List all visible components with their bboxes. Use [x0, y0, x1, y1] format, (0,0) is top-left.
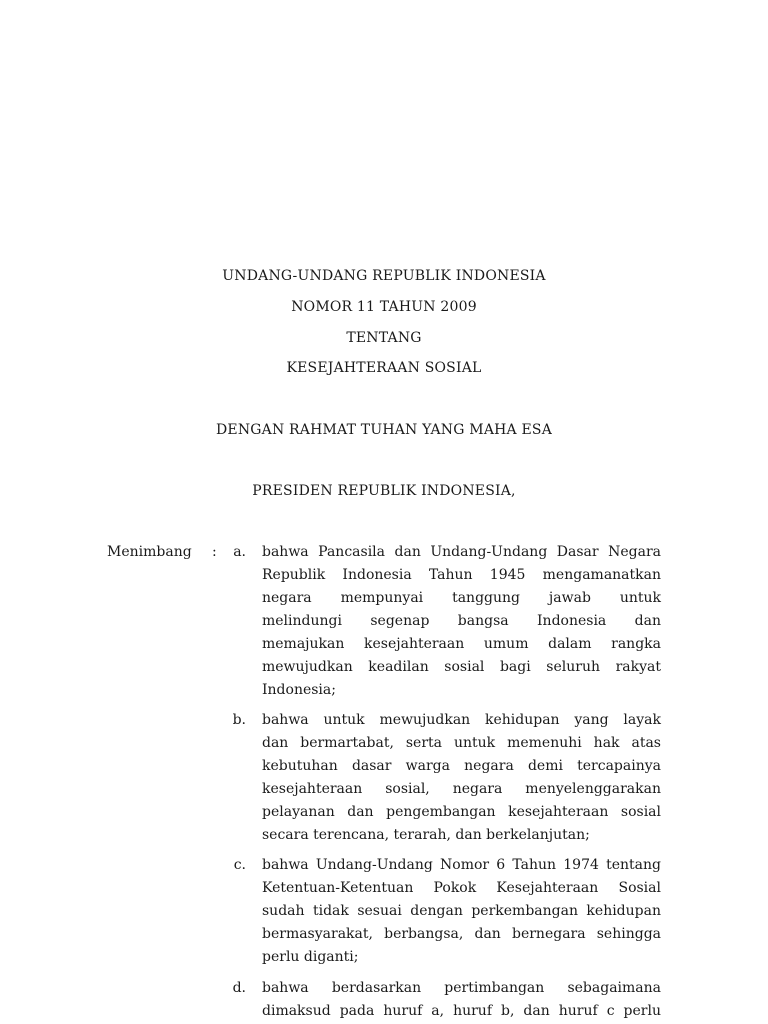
- item-letter: c.: [233, 857, 246, 873]
- text-line: bahwa Undang-Undang Nomor 6 Tahun 1974 tentang: [262, 857, 661, 873]
- item-text: [262, 709, 661, 847]
- text-line: memajukan kesejahteraan umum dalam rangka: [262, 636, 661, 652]
- invocation: DENGAN RAHMAT TUHAN YANG MAHA ESA: [215, 422, 553, 438]
- text-line: kebutuhan dasar warga negara demi tercapainya: [262, 758, 661, 774]
- text-line: pelayanan dan pengembangan kesejahteraan sosial: [262, 804, 661, 820]
- item-letter: b.: [232, 712, 246, 728]
- text-line: bahwa Pancasila dan Undang-Undang Dasar Negara: [262, 544, 661, 560]
- law-title: UNDANG-UNDANG REPUBLIK INDONESIA: [222, 268, 546, 284]
- law-subject: KESEJAHTERAAN SOSIAL: [286, 360, 482, 376]
- issuer: PRESIDEN REPUBLIK INDONESIA,: [252, 483, 516, 499]
- item-letter: a.: [233, 544, 246, 560]
- text-line: kesejahteraan sosial, negara menyelenggarakan: [262, 781, 661, 797]
- text-line: bahwa untuk mewujudkan kehidupan yang layak: [262, 712, 661, 728]
- considering-label: Menimbang: [107, 544, 192, 560]
- text-line: bahwa berdasarkan pertimbangan sebagaimana: [262, 980, 661, 996]
- item-letter: d.: [232, 980, 246, 996]
- law-tentang: TENTANG: [346, 330, 422, 346]
- text-line: Indonesia;: [262, 682, 336, 698]
- text-line: dimaksud pada huruf a, huruf b, dan huruf c perlu: [262, 1003, 661, 1019]
- text-line: negara mempunyai tanggung jawab untuk: [262, 590, 661, 606]
- text-line: Ketentuan-Ketentuan Pokok Kesejahteraan Sosial: [262, 880, 661, 896]
- text-line: Republik Indonesia Tahun 1945 mengamanatkan: [262, 567, 661, 583]
- text-line: dan bermartabat, serta untuk memenuhi hak atas: [262, 735, 661, 751]
- law-number: NOMOR 11 TAHUN 2009: [291, 299, 477, 315]
- text-line: melindungi segenap bangsa Indonesia dan: [262, 613, 661, 629]
- item-text: [262, 977, 661, 1023]
- text-line: bermasyarakat, berbangsa, dan bernegara sehingga: [262, 926, 661, 942]
- considering-colon: :: [212, 544, 217, 560]
- text-line: mewujudkan keadilan sosial bagi seluruh rakyat: [262, 659, 661, 675]
- item-text: [262, 854, 661, 969]
- text-line: secara terencana, terarah, dan berkelanjutan;: [262, 827, 590, 843]
- text-line: sudah tidak sesuai dengan perkembangan kehidupan: [262, 903, 661, 919]
- text-line: perlu diganti;: [262, 949, 359, 965]
- item-text: [262, 541, 661, 702]
